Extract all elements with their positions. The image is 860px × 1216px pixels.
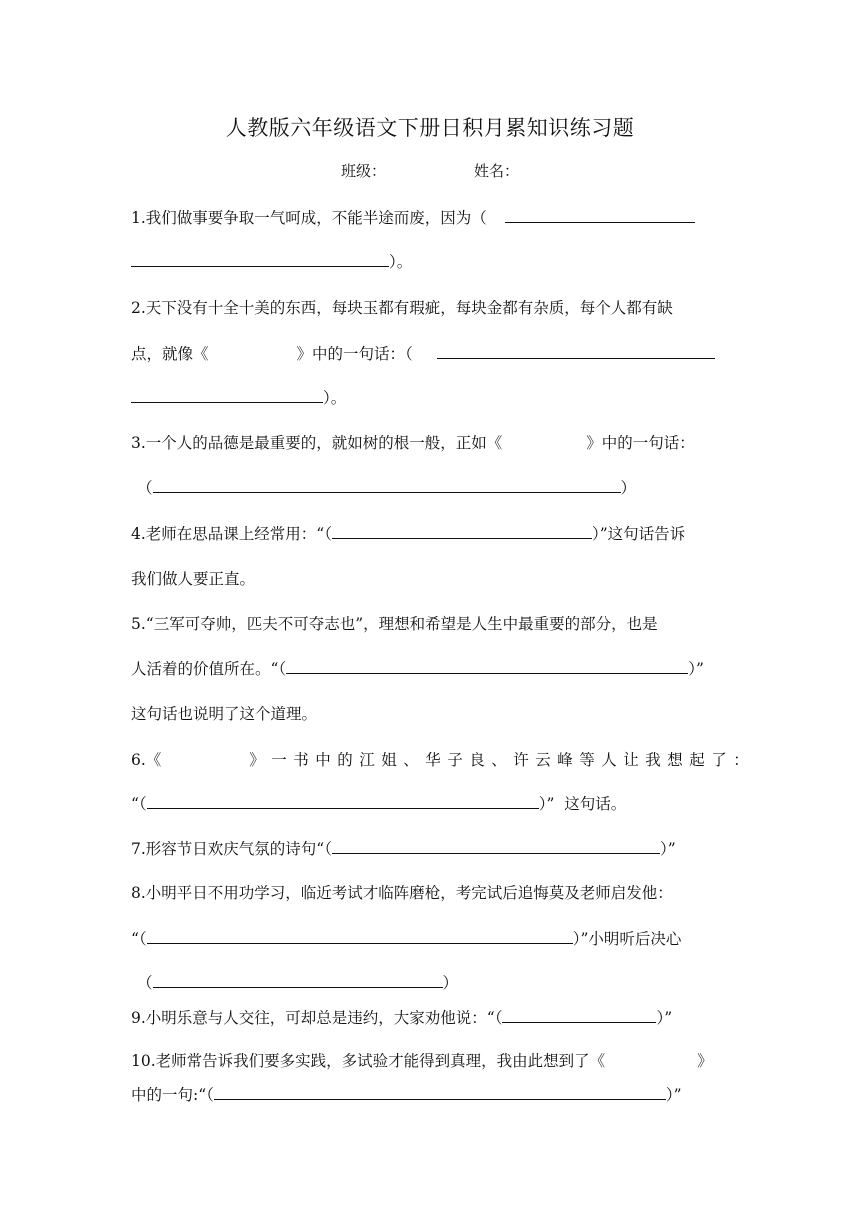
answer-blank[interactable]: [286, 656, 688, 674]
question-5-line-3: 这句话也说明了这个道理。: [131, 705, 318, 723]
answer-blank[interactable]: [153, 475, 621, 493]
answer-blank[interactable]: [131, 249, 389, 267]
question-4-line-2: 我们做人要正直。: [131, 570, 256, 588]
question-9-line-1: 9.小明乐意与人交往，可却总是违约，大家劝他说：“（ ）”: [131, 1005, 731, 1029]
answer-blank[interactable]: [437, 341, 715, 359]
question-2-line-2: 点，就像《 》中的一句话：（: [131, 341, 731, 365]
question-10-line-1: 10.老师常告诉我们要多实践，多试验才能得到真理，我由此想到了《 》: [131, 1052, 713, 1070]
question-7-line-1: 7.形容节日欢庆气氛的诗句“（ ）”: [131, 836, 731, 860]
question-2-line-1: 2.天下没有十全十美的东西，每块玉都有瑕疵，每块金都有杂质，每个人都有缺: [131, 299, 673, 317]
question-8-line-3: （ ）: [131, 970, 731, 994]
student-info: [0, 160, 860, 181]
question-1-line-2: ）。: [131, 249, 731, 273]
question-6-line-2: “（ ）” 这句话。: [131, 791, 731, 815]
name-label: 姓名：: [474, 162, 520, 180]
question-2-line-3: ）。: [131, 385, 731, 409]
class-label: 班级：: [340, 162, 386, 180]
answer-blank[interactable]: [505, 205, 695, 223]
answer-blank[interactable]: [214, 1082, 666, 1100]
question-8-line-2: “（ ）”小明听后决心: [131, 926, 731, 950]
question-5-line-2: 人活着的价值所在。“（ ）”: [131, 656, 731, 680]
answer-blank[interactable]: [332, 521, 592, 539]
question-6-line-1: 6.《 》一书中的江姐、华子良、许云峰等人让我想起了：: [131, 751, 756, 769]
question-3-line-2: （ ）: [131, 475, 731, 499]
answer-blank[interactable]: [502, 1005, 656, 1023]
answer-blank[interactable]: [131, 385, 323, 403]
question-4-line-1: 4.老师在思品课上经常用：“（ ）”这句话告诉: [131, 521, 731, 545]
answer-blank[interactable]: [153, 970, 443, 988]
question-10-line-2: 中的一句:“（ ）”: [131, 1082, 731, 1106]
question-3-line-1: 3.一个人的品德是最重要的，就如树的根一般，正如《 》中的一句话：: [131, 434, 695, 452]
question-1-line-1: 1.我们做事要争取一气呵成，不能半途而废，因为（: [131, 205, 731, 229]
answer-blank[interactable]: [147, 791, 539, 809]
answer-blank[interactable]: [332, 836, 660, 854]
question-5-line-1: 5.“三军可夺帅，匹夫不可夺志也”，理想和希望是人生中最重要的部分，也是: [131, 615, 658, 633]
page-title: 人教版六年级语文下册日积月累知识练习题: [225, 116, 635, 140]
question-8-line-1: 8.小明平日不用功学习，临近考试才临阵磨枪，考完试后追悔莫及老师启发他：: [131, 884, 673, 902]
answer-blank[interactable]: [147, 926, 573, 944]
